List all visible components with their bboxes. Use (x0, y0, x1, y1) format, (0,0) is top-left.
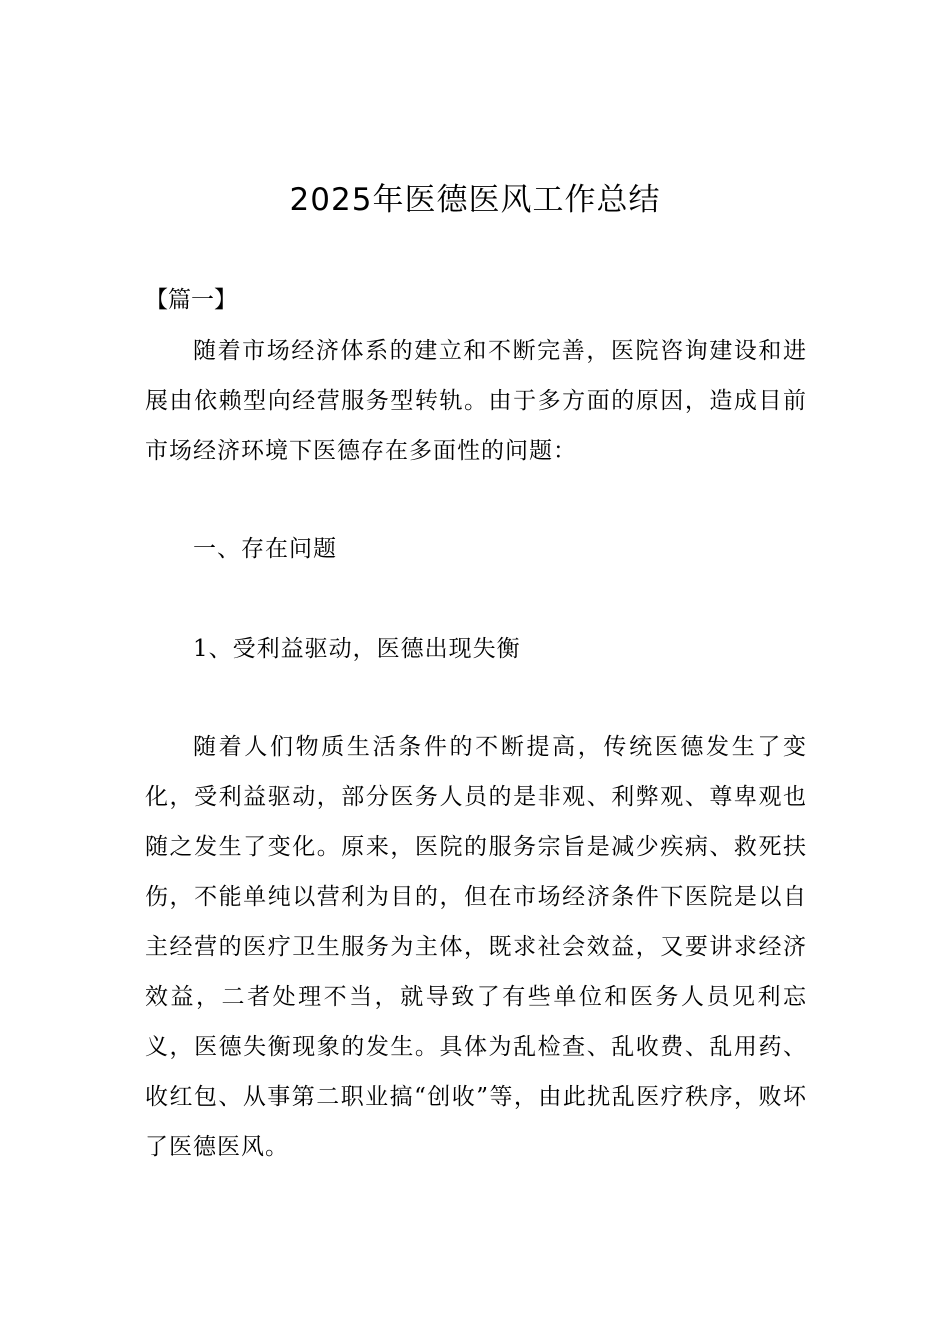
section-heading-problems: 一、存在问题 (193, 536, 337, 562)
section-tag: 【篇一】 (145, 287, 237, 313)
intro-paragraph: 随着市场经济体系的建立和不断完善，医院咨询建设和进展由依赖型向经营服务型转轨。由于多方面的原因，造成目前市场经济环境下医德存在多面性的问题： (145, 338, 807, 464)
body-paragraph-1: 随着人们物质生活条件的不断提高，传统医德发生了变化，受利益驱动，部分医务人员的是非观、利弊观、尊卑观也随之发生了变化。原来，医院的服务宗旨是减少疾病、救死扶伤，不能单纯以营利为目的，但在市场经济条件下医院是以自主经营的医疗卫生服务为主体，既求社会效益，又要讲求经济效益，二者处理不当，就导致了有些单位和医务人员见利忘义，医德失衡现象的发生。具体为乱检查、乱收费、乱用药、收红包、从事第二职业搞“创收”等，由此扰乱医疗秩序，败坏了医德医风。 (145, 734, 807, 1160)
subsection-heading-1: 1、受利益驱动，医德出现失衡 (193, 636, 521, 662)
document-title: 2025年医德医风工作总结 (289, 182, 661, 218)
